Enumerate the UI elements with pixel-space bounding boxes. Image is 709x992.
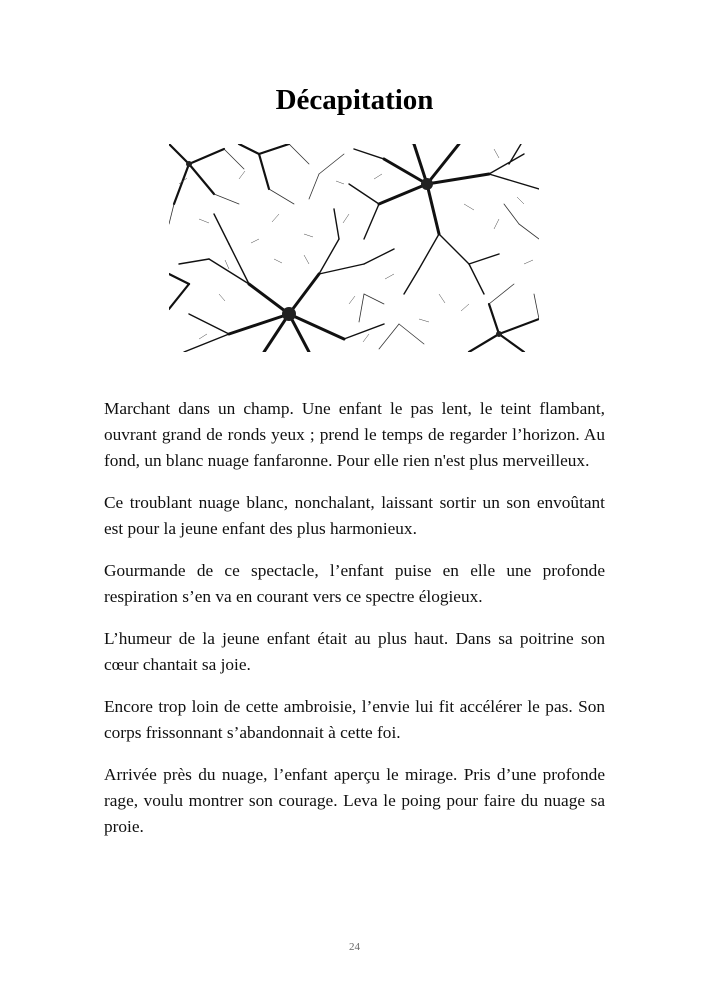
poem-body	[104, 396, 605, 856]
paragraph: L’humeur de la jeune enfant était au plus haut. Dans sa poitrine son cœur chantait sa joie.	[104, 629, 605, 674]
page-number: 24	[349, 941, 360, 953]
paragraph: Encore trop loin de cette ambroisie, l’envie lui fit accélérer le pas. Son corps frissonnant s’abandonnait à cette foi.	[104, 697, 605, 742]
paragraph: Marchant dans un champ. Une enfant le pas lent, le teint flambant, ouvrant grand de ronds yeux ; prend le temps de regarder l’horizon. Au fond, un blanc nuage fanfaronne. Pour elle rien n'est plus merveilleux.	[104, 399, 605, 470]
paragraph: Gourmande de ce spectacle, l’enfant puise en elle une profonde respiration s’en va en courant vers ce spectre élogieux.	[104, 561, 605, 606]
paragraph: Ce troublant nuage blanc, nonchalant, laissant sortir un son envoûtant est pour la jeune enfant des plus harmonieux.	[104, 493, 605, 538]
page-title: Décapitation	[275, 84, 434, 116]
branches-canopy-icon	[169, 144, 539, 352]
tree-canopy-illustration	[169, 144, 539, 352]
paragraph: Arrivée près du nuage, l’enfant aperçu le mirage. Pris d’une profonde rage, voulu montrer son courage. Leva le poing pour faire du nuage sa proie.	[104, 765, 605, 836]
